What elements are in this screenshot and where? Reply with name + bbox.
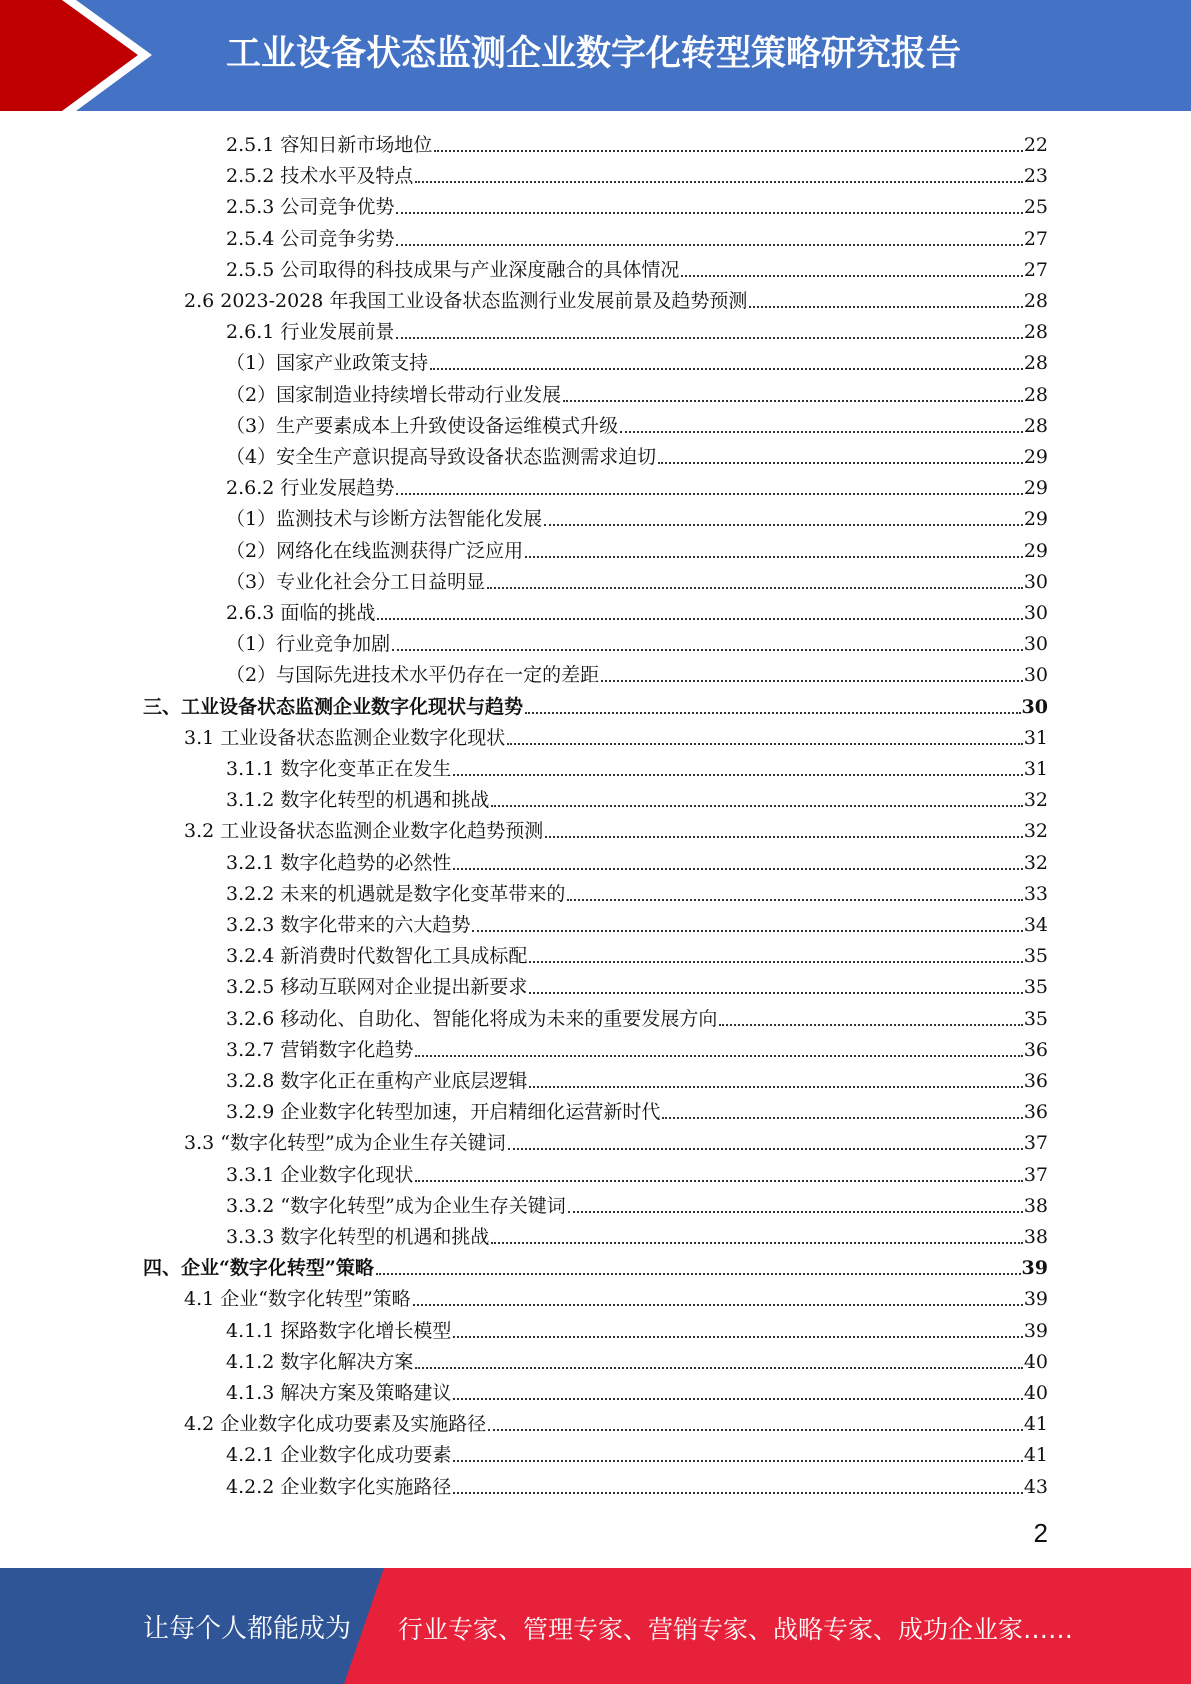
toc-entry[interactable] xyxy=(226,781,1048,812)
toc-dot-leader xyxy=(749,305,1022,308)
toc-dot-leader xyxy=(415,1179,1022,1182)
toc-entry-label: 3.3.2 “数字化转型”成为企业生存关键词 xyxy=(226,1194,566,1217)
toc-entry-page: 35 xyxy=(1023,976,1048,999)
toc-entry-page: 37 xyxy=(1023,1163,1048,1186)
toc-dot-leader xyxy=(453,1491,1022,1494)
toc-entry-page: 27 xyxy=(1023,258,1048,281)
toc-dot-leader xyxy=(453,867,1022,870)
toc-entry-page: 35 xyxy=(1023,1007,1048,1030)
toc-entry-label: 2.6.3 面临的挑战 xyxy=(226,602,376,624)
toc-entry-label: 4.1.1 探路数字化增长模型 xyxy=(226,1319,452,1342)
toc-entry-page: 29 xyxy=(1023,508,1048,531)
toc-dot-leader xyxy=(396,336,1022,339)
toc-entry-page: 29 xyxy=(1023,539,1048,562)
toc-entry[interactable] xyxy=(226,532,1048,563)
toc-dot-leader xyxy=(567,898,1022,901)
toc-entry[interactable] xyxy=(226,469,1048,500)
toc-entry-label: （4）安全生产意识提高导致设备状态监测需求迫切 xyxy=(226,446,657,468)
toc-dot-leader xyxy=(681,274,1022,277)
toc-entry-page: 40 xyxy=(1023,1382,1048,1404)
toc-entry-page: 28 xyxy=(1023,414,1048,437)
toc-entry[interactable] xyxy=(226,1218,1048,1249)
toc-entry-label: 3.2.2 未来的机遇就是数字化变革带来的 xyxy=(226,882,566,905)
page-header xyxy=(0,0,1191,111)
toc-entry-label: 2.5.4 公司竞争劣势 xyxy=(226,227,395,250)
toc-entry-page: 27 xyxy=(1023,227,1048,250)
toc-entry[interactable] xyxy=(226,1062,1048,1093)
toc-entry[interactable] xyxy=(226,1187,1048,1218)
toc-entry[interactable] xyxy=(226,1093,1048,1124)
toc-dot-leader xyxy=(396,243,1022,246)
toc-entry-label: 3.1 工业设备状态监测企业数字化现状 xyxy=(184,726,506,749)
toc-entry-label: 2.5.5 公司取得的科技成果与产业深度融合的具体情况 xyxy=(226,258,680,281)
toc-entry-label: 2.6.1 行业发展前景 xyxy=(226,321,395,344)
toc-entry[interactable] xyxy=(226,875,1048,906)
toc-entry-label: 3.3.3 数字化转型的机遇和挑战 xyxy=(226,1226,490,1248)
toc-entry-label: 3.1.1 数字化变革正在发生 xyxy=(226,758,452,780)
toc-entry-label: 3.2.3 数字化带来的六大趋势 xyxy=(226,914,471,936)
toc-dot-leader xyxy=(658,461,1023,464)
toc-entry-label: 2.5.3 公司竞争优势 xyxy=(226,196,395,219)
toc-dot-leader xyxy=(529,1085,1022,1088)
toc-entry-page: 38 xyxy=(1023,1226,1048,1248)
toc-entry[interactable] xyxy=(226,407,1048,438)
toc-entry-page: 28 xyxy=(1023,383,1048,406)
toc-dot-leader xyxy=(396,211,1022,214)
toc-entry-label: 三、工业设备状态监测企业数字化现状与趋势 xyxy=(143,695,524,718)
toc-entry-label: 4.1.3 解决方案及策略建议 xyxy=(226,1382,452,1404)
footer-roles: 行业专家、管理专家、营销专家、战略专家、成功企业家…… xyxy=(398,1615,1074,1644)
toc-dot-leader xyxy=(472,929,1022,932)
toc-entry-label: 2.5.2 技术水平及特点 xyxy=(226,165,414,188)
toc-dot-leader xyxy=(525,555,1023,558)
toc-entry-label: （3）专业化社会分工日益明显 xyxy=(226,570,486,593)
toc-entry-label: 2.5.1 容知日新市场地位 xyxy=(226,134,433,156)
toc-entry-page: 41 xyxy=(1023,1444,1048,1467)
toc-dot-leader xyxy=(415,180,1022,183)
toc-entry-label: 2.6 2023-2028 年我国工业设备状态监测行业发展前景及趋势预测 xyxy=(184,290,748,312)
toc-dot-leader xyxy=(491,1241,1022,1244)
toc-dot-leader xyxy=(662,1116,1022,1119)
toc-entry-page: 30 xyxy=(1023,664,1048,687)
toc-entry[interactable] xyxy=(226,500,1048,531)
toc-entry[interactable] xyxy=(226,906,1048,937)
toc-entry[interactable] xyxy=(226,157,1048,188)
toc-dot-leader xyxy=(376,1272,1021,1275)
toc-entry-page: 32 xyxy=(1023,851,1048,874)
toc-dot-leader xyxy=(415,1054,1022,1057)
toc-entry[interactable] xyxy=(226,344,1048,375)
toc-entry[interactable] xyxy=(184,812,1048,843)
toc-entry-label: 4.1 企业“数字化转型”策略 xyxy=(184,1288,411,1311)
toc-entry-page: 39 xyxy=(1021,1257,1048,1280)
toc-dot-leader xyxy=(508,1147,1023,1150)
toc-entry-page: 28 xyxy=(1023,290,1048,312)
toc-entry-label: （1）行业竞争加剧 xyxy=(226,633,391,656)
toc-entry-label: 3.2.6 移动化、自助化、智能化将成为未来的重要发展方向 xyxy=(226,1007,718,1030)
toc-entry-label: （1）国家产业政策支持 xyxy=(226,352,429,375)
toc-dot-leader xyxy=(487,586,1023,589)
toc-entry-page: 30 xyxy=(1023,570,1048,593)
toc-dot-leader xyxy=(392,648,1023,651)
toc-entry[interactable] xyxy=(226,750,1048,781)
toc-entry-label: 4.1.2 数字化解决方案 xyxy=(226,1350,414,1373)
toc-dot-leader xyxy=(396,492,1022,495)
toc-dot-leader xyxy=(525,711,1021,714)
toc-entry[interactable] xyxy=(226,937,1048,968)
toc-entry-page: 29 xyxy=(1023,477,1048,500)
toc-entry[interactable] xyxy=(226,563,1048,594)
toc-entry[interactable] xyxy=(226,1000,1048,1031)
toc-entry-page: 40 xyxy=(1023,1350,1048,1373)
page-footer xyxy=(0,1568,1191,1684)
toc-entry[interactable] xyxy=(226,251,1048,282)
toc-dot-leader xyxy=(568,1210,1023,1213)
toc-entry[interactable] xyxy=(226,1312,1048,1343)
toc-entry-page: 28 xyxy=(1023,352,1048,375)
toc-entry[interactable] xyxy=(226,1374,1048,1405)
toc-entry[interactable] xyxy=(226,625,1048,656)
toc-dot-leader xyxy=(491,804,1022,807)
toc-dot-leader xyxy=(453,1397,1022,1400)
toc-entry-page: 33 xyxy=(1023,882,1048,905)
toc-entry[interactable] xyxy=(184,1124,1048,1155)
toc-entry-page: 22 xyxy=(1023,134,1048,156)
toc-entry[interactable] xyxy=(226,844,1048,875)
toc-dot-leader xyxy=(545,835,1023,838)
toc-entry[interactable] xyxy=(184,282,1048,313)
toc-entry-label: 3.2.8 数字化正在重构产业底层逻辑 xyxy=(226,1070,528,1092)
toc-entry-label: 4.2.2 企业数字化实施路径 xyxy=(226,1475,452,1498)
toc-entry-page: 39 xyxy=(1023,1319,1048,1342)
toc-dot-leader xyxy=(563,399,1023,402)
toc-entry[interactable] xyxy=(184,719,1048,750)
toc-entry[interactable] xyxy=(226,656,1048,687)
toc-entry-page: 36 xyxy=(1023,1070,1048,1092)
toc-entry-label: （1）监测技术与诊断方法智能化发展 xyxy=(226,508,543,531)
toc-entry-label: 3.2.5 移动互联网对企业提出新要求 xyxy=(226,976,528,999)
toc-dot-leader xyxy=(377,617,1022,620)
report-title: 工业设备状态监测企业数字化转型策略研究报告 xyxy=(226,34,962,74)
toc-entry-page: 25 xyxy=(1023,196,1048,219)
toc-entry-page: 41 xyxy=(1023,1413,1048,1436)
toc-entry-page: 31 xyxy=(1023,758,1048,780)
toc-entry-label: （2）国家制造业持续增长带动行业发展 xyxy=(226,383,562,406)
toc-entry-label: （2）网络化在线监测获得广泛应用 xyxy=(226,539,524,562)
toc-entry-label: 2.6.2 行业发展趋势 xyxy=(226,477,395,500)
toc-entry-label: （2）与国际先进技术水平仍存在一定的差距 xyxy=(226,664,600,687)
toc-entry[interactable] xyxy=(226,376,1048,407)
toc-dot-leader xyxy=(719,1023,1022,1026)
toc-entry-page: 32 xyxy=(1023,820,1048,843)
toc-entry[interactable] xyxy=(226,313,1048,344)
toc-dot-leader xyxy=(430,367,1023,370)
toc-entry[interactable] xyxy=(184,1405,1048,1436)
toc-entry-page: 34 xyxy=(1023,914,1048,936)
toc-entry-label: 3.3.1 企业数字化现状 xyxy=(226,1163,414,1186)
toc-entry-page: 31 xyxy=(1023,726,1048,749)
toc-dot-leader xyxy=(453,773,1022,776)
toc-entry[interactable] xyxy=(226,1031,1048,1062)
toc-entry-label: 4.2.1 企业数字化成功要素 xyxy=(226,1444,452,1467)
toc-entry[interactable] xyxy=(226,188,1048,219)
toc-entry[interactable] xyxy=(143,688,1048,719)
toc-entry-label: （3）生产要素成本上升致使设备运维模式升级 xyxy=(226,414,619,437)
toc-entry-label: 3.2.9 企业数字化转型加速，开启精细化运营新时代 xyxy=(226,1101,661,1124)
toc-entry-label: 3.2 工业设备状态监测企业数字化趋势预测 xyxy=(184,820,544,843)
toc-entry[interactable] xyxy=(226,1156,1048,1187)
toc-entry-page: 30 xyxy=(1021,695,1048,718)
toc-entry-page: 37 xyxy=(1023,1132,1048,1155)
toc-entry[interactable] xyxy=(226,1468,1048,1499)
toc-dot-leader xyxy=(453,1459,1022,1462)
toc-entry-label: 4.2 企业数字化成功要素及实施路径 xyxy=(184,1413,487,1436)
toc-entry-label: 3.3 “数字化转型”成为企业生存关键词 xyxy=(184,1132,506,1155)
toc-entry-page: 32 xyxy=(1023,789,1048,812)
toc-dot-leader xyxy=(529,960,1022,963)
toc-entry[interactable] xyxy=(226,1343,1048,1374)
toc-entry[interactable] xyxy=(226,220,1048,251)
toc-entry-page: 30 xyxy=(1023,602,1048,624)
toc-entry-page: 28 xyxy=(1023,321,1048,344)
toc-entry-page: 23 xyxy=(1023,165,1048,188)
toc-dot-leader xyxy=(413,1303,1023,1306)
toc-entry-label: 3.2.1 数字化趋势的必然性 xyxy=(226,851,452,874)
toc-dot-leader xyxy=(415,1366,1022,1369)
toc-entry-page: 38 xyxy=(1023,1194,1048,1217)
toc-dot-leader xyxy=(453,1335,1022,1338)
toc-dot-leader xyxy=(620,430,1023,433)
toc-entry[interactable] xyxy=(226,126,1048,157)
toc-entry[interactable] xyxy=(226,968,1048,999)
toc-entry[interactable] xyxy=(226,1436,1048,1467)
footer-slogan: 让每个人都能成为 xyxy=(143,1614,352,1644)
page-number: 2 xyxy=(1033,1518,1048,1548)
toc-entry-page: 30 xyxy=(1023,633,1048,656)
toc-entry-page: 43 xyxy=(1023,1475,1048,1498)
toc-dot-leader xyxy=(488,1428,1023,1431)
toc-dot-leader xyxy=(529,991,1022,994)
toc-entry[interactable] xyxy=(184,1280,1048,1311)
toc-entry-page: 36 xyxy=(1023,1101,1048,1124)
toc-entry-page: 36 xyxy=(1023,1038,1048,1061)
toc-entry-label: 3.2.7 营销数字化趋势 xyxy=(226,1038,414,1061)
chevron-arrow-icon xyxy=(0,0,160,111)
toc-entry-label: 四、企业“数字化转型”策略 xyxy=(143,1257,374,1280)
toc-entry-page: 29 xyxy=(1023,446,1048,468)
toc-entry-label: 3.2.4 新消费时代数智化工具成标配 xyxy=(226,945,528,968)
toc-entry[interactable] xyxy=(226,594,1048,625)
toc-entry[interactable] xyxy=(143,1249,1048,1280)
toc-entry-label: 3.1.2 数字化转型的机遇和挑战 xyxy=(226,789,490,812)
toc-entry-page: 35 xyxy=(1023,945,1048,968)
toc-dot-leader xyxy=(601,679,1023,682)
toc-entry-page: 39 xyxy=(1023,1288,1048,1311)
toc-dot-leader xyxy=(434,149,1022,152)
toc-dot-leader xyxy=(544,523,1023,526)
toc-dot-leader xyxy=(507,742,1023,745)
toc-entry[interactable] xyxy=(226,438,1048,469)
